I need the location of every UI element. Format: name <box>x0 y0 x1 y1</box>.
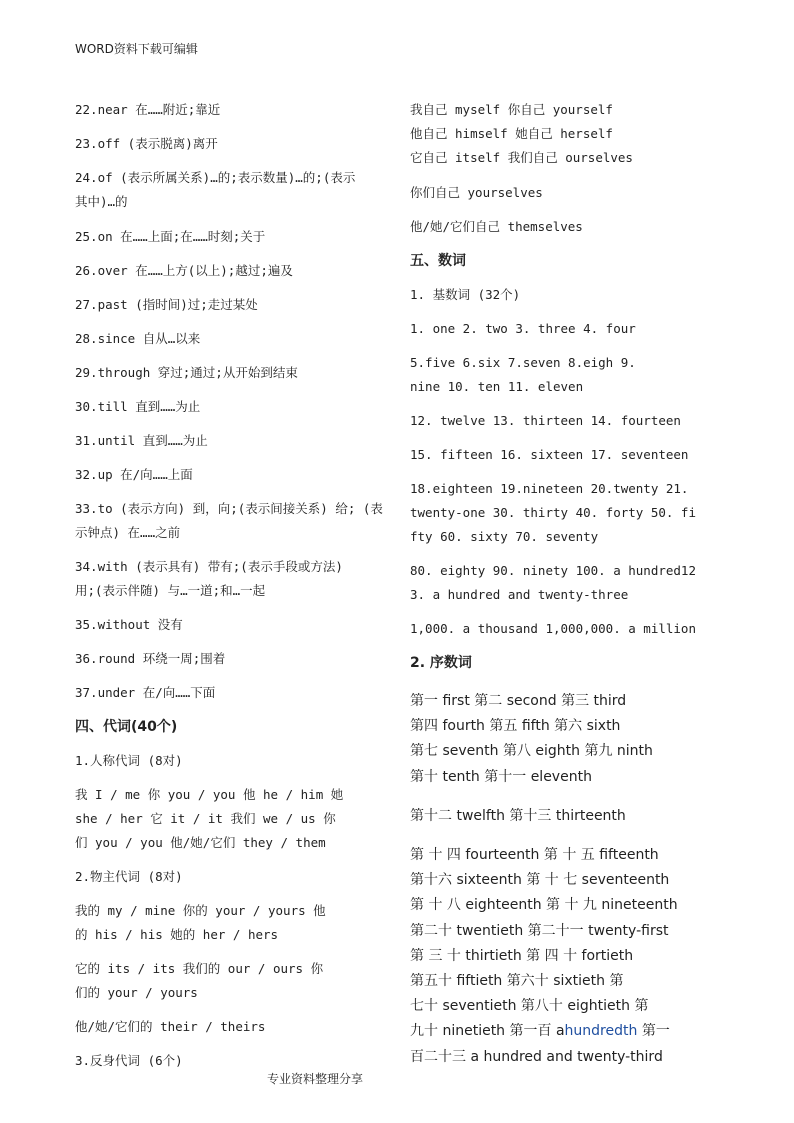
text-line: 33.to (表示方向) 到，向;(表示间接关系) 给; (表 <box>75 501 383 516</box>
subsection-title: 1. 基数词 (32个) <box>410 287 521 302</box>
text-line: 他/她/它们的 their / theirs <box>75 1019 266 1034</box>
text-line: 22.near 在……附近;靠近 <box>75 102 221 117</box>
ordinal-line: 百二十三 a hundred and twenty-third <box>410 1049 663 1065</box>
ordinal-line: 第一 first 第二 second 第三 third <box>410 693 627 709</box>
cardinal-line: 80. eighty 90. ninety 100. a hundred12 <box>410 563 696 578</box>
ordinal-line: 第七 seventh 第八 eighth 第九 ninth <box>410 743 653 759</box>
ordinal-line: 第五十 fiftieth 第六十 sixtieth 第 <box>410 973 624 989</box>
text-line: 我 I / me 你 you / you 他 he / him 她 <box>75 787 344 802</box>
ordinal-line: 九十 ninetieth 第一百 ahundredth 第一 <box>410 1023 670 1039</box>
reflexive-pronoun-line: 你们自己 yourselves <box>410 185 543 200</box>
text-line: 用;(表示伴随) 与…一道;和…一起 <box>75 583 266 598</box>
ordinal-line: 第 十 八 eighteenth 第 十 九 nineteenth <box>410 897 678 913</box>
text-line: she / her 它 it / it 我们 we / us 你 <box>75 811 336 826</box>
ordinal-line: 第 三 十 thirtieth 第 四 十 fortieth <box>410 948 634 964</box>
text-line: 36.round 环绕一周;围着 <box>75 651 226 666</box>
text-line: 2.物主代词 (8对) <box>75 869 183 884</box>
text-line: 24.of (表示所属关系)…的;表示数量)…的;(表示 <box>75 170 356 185</box>
cardinal-line: fty 60. sixty 70. seventy <box>410 529 599 544</box>
cardinal-line: 12. twelve 13. thirteen 14. fourteen <box>410 413 681 428</box>
text-line: 1.人称代词 (8对) <box>75 753 183 768</box>
ordinal-line: 第 十 四 fourteenth 第 十 五 fifteenth <box>410 847 659 863</box>
text-line: 3.反身代词 (6个) <box>75 1053 183 1068</box>
subsection-title: 2. 序数词 <box>410 655 472 671</box>
text-line: 26.over 在……上方(以上);越过;遍及 <box>75 263 293 278</box>
text-line: 们 you / you 他/她/它们 they / them <box>75 835 326 850</box>
text-line: 27.past (指时间)过;走过某处 <box>75 297 258 312</box>
text-line: 其中)…的 <box>75 194 128 209</box>
text-line: 的 his / his 她的 her / hers <box>75 927 279 942</box>
text-line: 我的 my / mine 你的 your / yours 他 <box>75 903 326 918</box>
reflexive-pronoun-line: 我自己 myself 你自己 yourself <box>410 102 613 117</box>
text-line: 们的 your / yours <box>75 985 198 1000</box>
page-footer: 专业资料整理分享 <box>266 1072 363 1086</box>
text-line: 34.with (表示具有) 带有;(表示手段或方法) <box>75 559 343 574</box>
text-line: 31.until 直到……为止 <box>75 433 208 448</box>
text-line: 23.off (表示脱离)离开 <box>75 136 218 151</box>
text-line: 28.since 自从…以来 <box>75 331 201 346</box>
hundredth-word: hundredth <box>564 1023 638 1039</box>
ordinal-line: 第二十 twentieth 第二十一 twenty-first <box>410 923 669 939</box>
cardinal-line: nine 10. ten 11. eleven <box>410 379 584 394</box>
ordinal-line: 第十二 twelfth 第十三 thirteenth <box>410 808 626 824</box>
section-heading: 五、数词 <box>410 253 466 269</box>
cardinal-line: 15. fifteen 16. sixteen 17. seventeen <box>410 447 689 462</box>
cardinal-line: twenty-one 30. thirty 40. forty 50. fi <box>410 505 696 520</box>
text-line: 35.without 没有 <box>75 617 183 632</box>
text-line: 37.under 在/向……下面 <box>75 685 216 700</box>
reflexive-pronoun-line: 它自己 itself 我们自己 ourselves <box>410 150 633 165</box>
reflexive-pronoun-line: 他自己 himself 她自己 herself <box>410 126 613 141</box>
ordinal-line: 七十 seventieth 第八十 eightieth 第 <box>410 998 649 1014</box>
cardinal-line: 3. a hundred and twenty-three <box>410 587 629 602</box>
text-line: 示钟点) 在……之前 <box>75 525 181 540</box>
section-heading: 四、代词(40个) <box>75 719 178 735</box>
ordinal-line: 第十 tenth 第十一 eleventh <box>410 769 592 785</box>
ordinal-line: 第四 fourth 第五 fifth 第六 sixth <box>410 718 621 734</box>
text-line: 32.up 在/向……上面 <box>75 467 193 482</box>
ordinal-line: 第十六 sixteenth 第 十 七 seventeenth <box>410 872 670 888</box>
hundredth-tail: 第一 <box>637 1023 670 1039</box>
cardinal-line: 5.five 6.six 7.seven 8.eigh 9. <box>410 355 636 370</box>
text-line: 25.on 在……上面;在……时刻;关于 <box>75 229 266 244</box>
cardinal-line: 1. one 2. two 3. three 4. four <box>410 321 636 336</box>
cardinal-line: 18.eighteen 19.nineteen 20.twenty 21. <box>410 481 689 496</box>
text-line: 它的 its / its 我们的 our / ours 你 <box>75 961 324 976</box>
page-header: WORD资料下载可编辑 <box>75 42 198 56</box>
text-line: 29.through 穿过;通过;从开始到结束 <box>75 365 298 380</box>
cardinal-line: 1,000. a thousand 1,000,000. a million <box>410 621 696 636</box>
reflexive-pronoun-line: 他/她/它们自己 themselves <box>410 219 583 234</box>
text-line: 30.till 直到……为止 <box>75 399 201 414</box>
